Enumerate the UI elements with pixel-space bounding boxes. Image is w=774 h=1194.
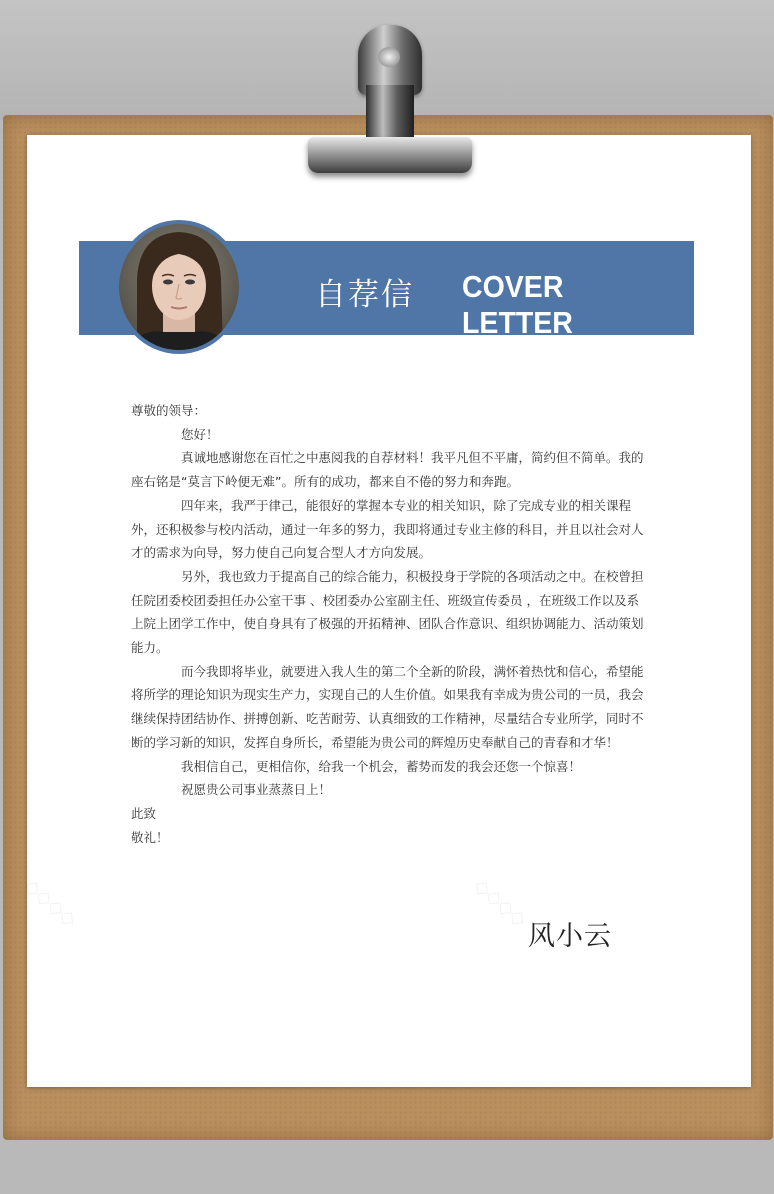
closing-line-1: 此致 xyxy=(131,805,157,821)
signature: 风小云 xyxy=(528,921,612,952)
letter-paragraph: 另外，我也致力于提高自己的综合能力，积极投身于学院的各项活动之中。在校曾担任院团委校团委担任办公室干事 、校团委办公室副主任、班级宣传委员 ，在班级工作以及系上院上团学工作中，使自身具有了极强的开拓精神、团队合作意识、组织协调能力、活动策划能力。 xyxy=(131,568,644,656)
letter-paragraph: 祝愿贵公司事业蒸蒸日上！ xyxy=(181,782,332,798)
salutation: 尊敬的领导： xyxy=(131,403,207,418)
closing-line-2: 敬礼！ xyxy=(131,829,169,845)
letter-paragraph: 四年来，我严于律己，能很好的掌握本专业的相关知识，除了完成专业的相关课程外，还积极参与校内活动，通过一年多的努力，我即将通过专业主修的科目，并且以社会对人才的需求为向导，努力使自己向复合型人才方向发展。 xyxy=(131,497,644,561)
letter-paragraph: 我相信自己，更相信你，给我一个机会，蓄势而发的我会还您一个惊喜！ xyxy=(181,758,582,774)
letter-paragraph: 而今我即将毕业，就要进入我人生的第二个全新的阶段，满怀着热忱和信心，希望能将所学的理论知识为现实生产力，实现自己的人生价值。如果我有幸成为贵公司的一员，我会继续保持团结协作、拼搏创新、吃苦耐劳、认真细致的工作精神，尽量结合专业所学，同时不断的学习新的知识，发挥自身所长，希望能为贵公司的辉煌历史奉献自己的青春和才华！ xyxy=(131,663,644,750)
avatar xyxy=(115,220,243,354)
greeting: 您好！ xyxy=(181,426,219,442)
binder-clip xyxy=(300,25,480,185)
portrait-photo xyxy=(119,224,239,350)
letter-paragraph: 真诚地感谢您在百忙之中惠阅我的自荐材料！我平凡但不平庸，简约但不简单。我的座右铭是“莫言下岭便无难”。所有的成功，都来自不倦的努力和奔跑。 xyxy=(131,450,644,490)
clip-plate xyxy=(308,137,472,173)
letter-body xyxy=(131,399,645,849)
title-en: COVER LETTER xyxy=(462,269,573,340)
title-cn: 自荐信 xyxy=(315,277,414,313)
